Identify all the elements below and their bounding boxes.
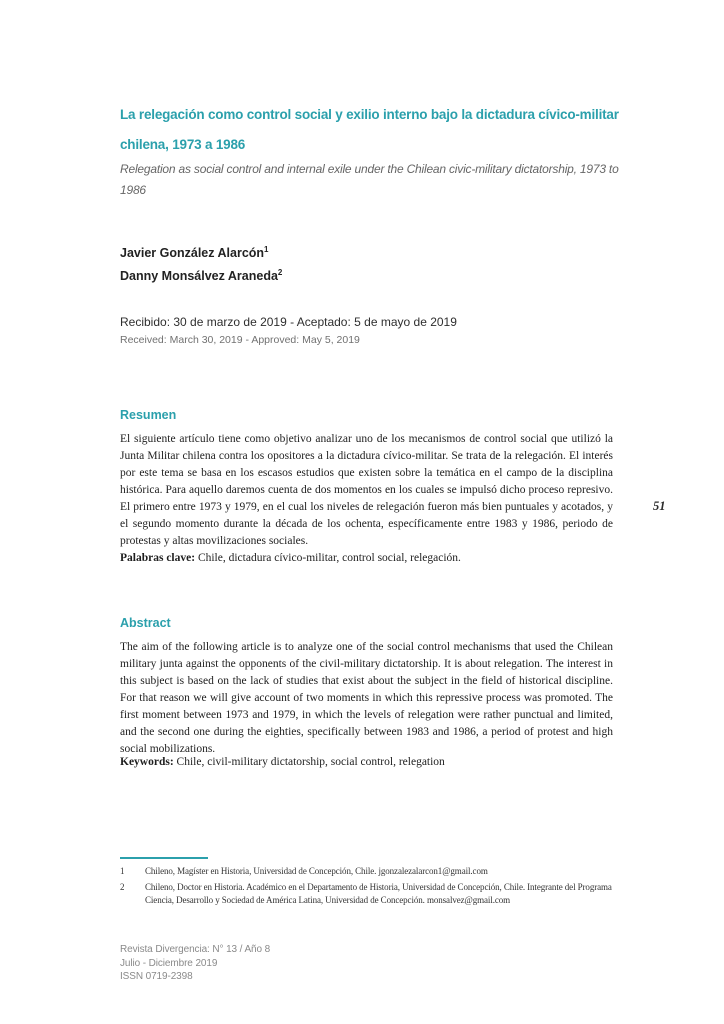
footnote-1-number: 1 xyxy=(120,866,125,876)
article-title-es: La relegación como control social y exilio interno bajo la dictadura cívico-militar chilena, 1973 a 1986 xyxy=(120,107,619,152)
resumen-body: El siguiente artículo tiene como objetivo analizar uno de los mecanismos de control social que utilizó la Junta Militar chilena contra los opositores a la dictadura cívico-militar. Se trata de la relegación. El interés por este tema se basa en los escasos estudios que existen sobre la temática en el campo de la disciplina histórica. Para aquello daremos cuenta de dos momentos en los cuales se impulsó dicho proceso represivo. El primero entre 1973 y 1979, en el cual los niveles de relegación fueron más bien puntuales y acotados, y el segundo momento durante la década de los ochenta, específicamente entre 1983 y 1986, periodo de protestas y altas movilizaciones sociales. xyxy=(120,433,613,547)
palabras-clave-label: Palabras clave: xyxy=(120,552,196,564)
footnote-1-text: Chileno, Magíster en Historia, Universidad de Concepción, Chile. jgonzalezalarcon1@gmail.com xyxy=(145,866,488,876)
author-2 xyxy=(120,263,520,286)
author-2-footnote-ref: 2 xyxy=(277,268,283,278)
journal-name-issue: Revista Divergencia: N° 13 / Año 8 xyxy=(120,944,271,955)
authors-block xyxy=(120,240,520,286)
author-2-name: Danny Monsálvez Araneda xyxy=(120,269,278,284)
keywords-label: Keywords: xyxy=(120,756,174,768)
keywords-line xyxy=(120,754,613,770)
abstract-heading: Abstract xyxy=(120,616,171,630)
journal-issn: ISSN 0719-2398 xyxy=(120,971,193,982)
page-number: 51 xyxy=(653,499,666,513)
footnote-1 xyxy=(120,865,615,878)
author-1-footnote-ref: 1 xyxy=(264,245,269,254)
author-1-name: Javier González Alarcón xyxy=(120,246,265,261)
received-accepted-dates-es: Recibido: 30 de marzo de 2019 - Aceptado: 5 de mayo de 2019 xyxy=(120,315,457,329)
author-1 xyxy=(120,240,520,263)
keywords-list: Chile, civil-military dictatorship, social control, relegation xyxy=(173,756,445,768)
resumen-heading: Resumen xyxy=(120,408,177,422)
journal-footer xyxy=(120,943,420,984)
journal-period: Julio - Diciembre 2019 xyxy=(120,957,218,969)
abstract-body: The aim of the following article is to analyze one of the social control mechanisms that used the Chilean military junta against the opponents of the civil-military dictatorship. It is about relegation. The interest in this subject is based on the lack of studies that exist about the subject in the field of historical discipline. For that reason we will give account of two moments in which this repressive process was promoted. The first moment between 1973 and 1979, in which the levels of relegation were rather punctual and limited, and the second one during the eighties, specifically between 1983 and 1986, a period of protest and high social mobilizations. xyxy=(120,641,613,755)
footnote-2-text: Chileno, Doctor en Historia. Académico en el Departamento de Historia, Universidad de Concepción, Chile. Integrante del Programa Ciencia, Desarrollo y Sociedad de América Latina, Universidad de Concepción. monsalvez@gmail.com xyxy=(145,882,612,905)
palabras-clave-line xyxy=(120,550,613,566)
footnote-2-number: 2 xyxy=(120,882,125,892)
article-title-en: Relegation as social control and internal exile under the Chilean civic-military dictatorship, 1973 to 1986 xyxy=(120,162,619,197)
received-accepted-dates-en: Received: March 30, 2019 - Approved: May 5, 2019 xyxy=(120,334,360,346)
palabras-clave-list: Chile, dictadura cívico-militar, control social, relegación. xyxy=(195,552,461,564)
footnote-separator-rule xyxy=(120,857,208,859)
footnote-2 xyxy=(120,881,615,906)
